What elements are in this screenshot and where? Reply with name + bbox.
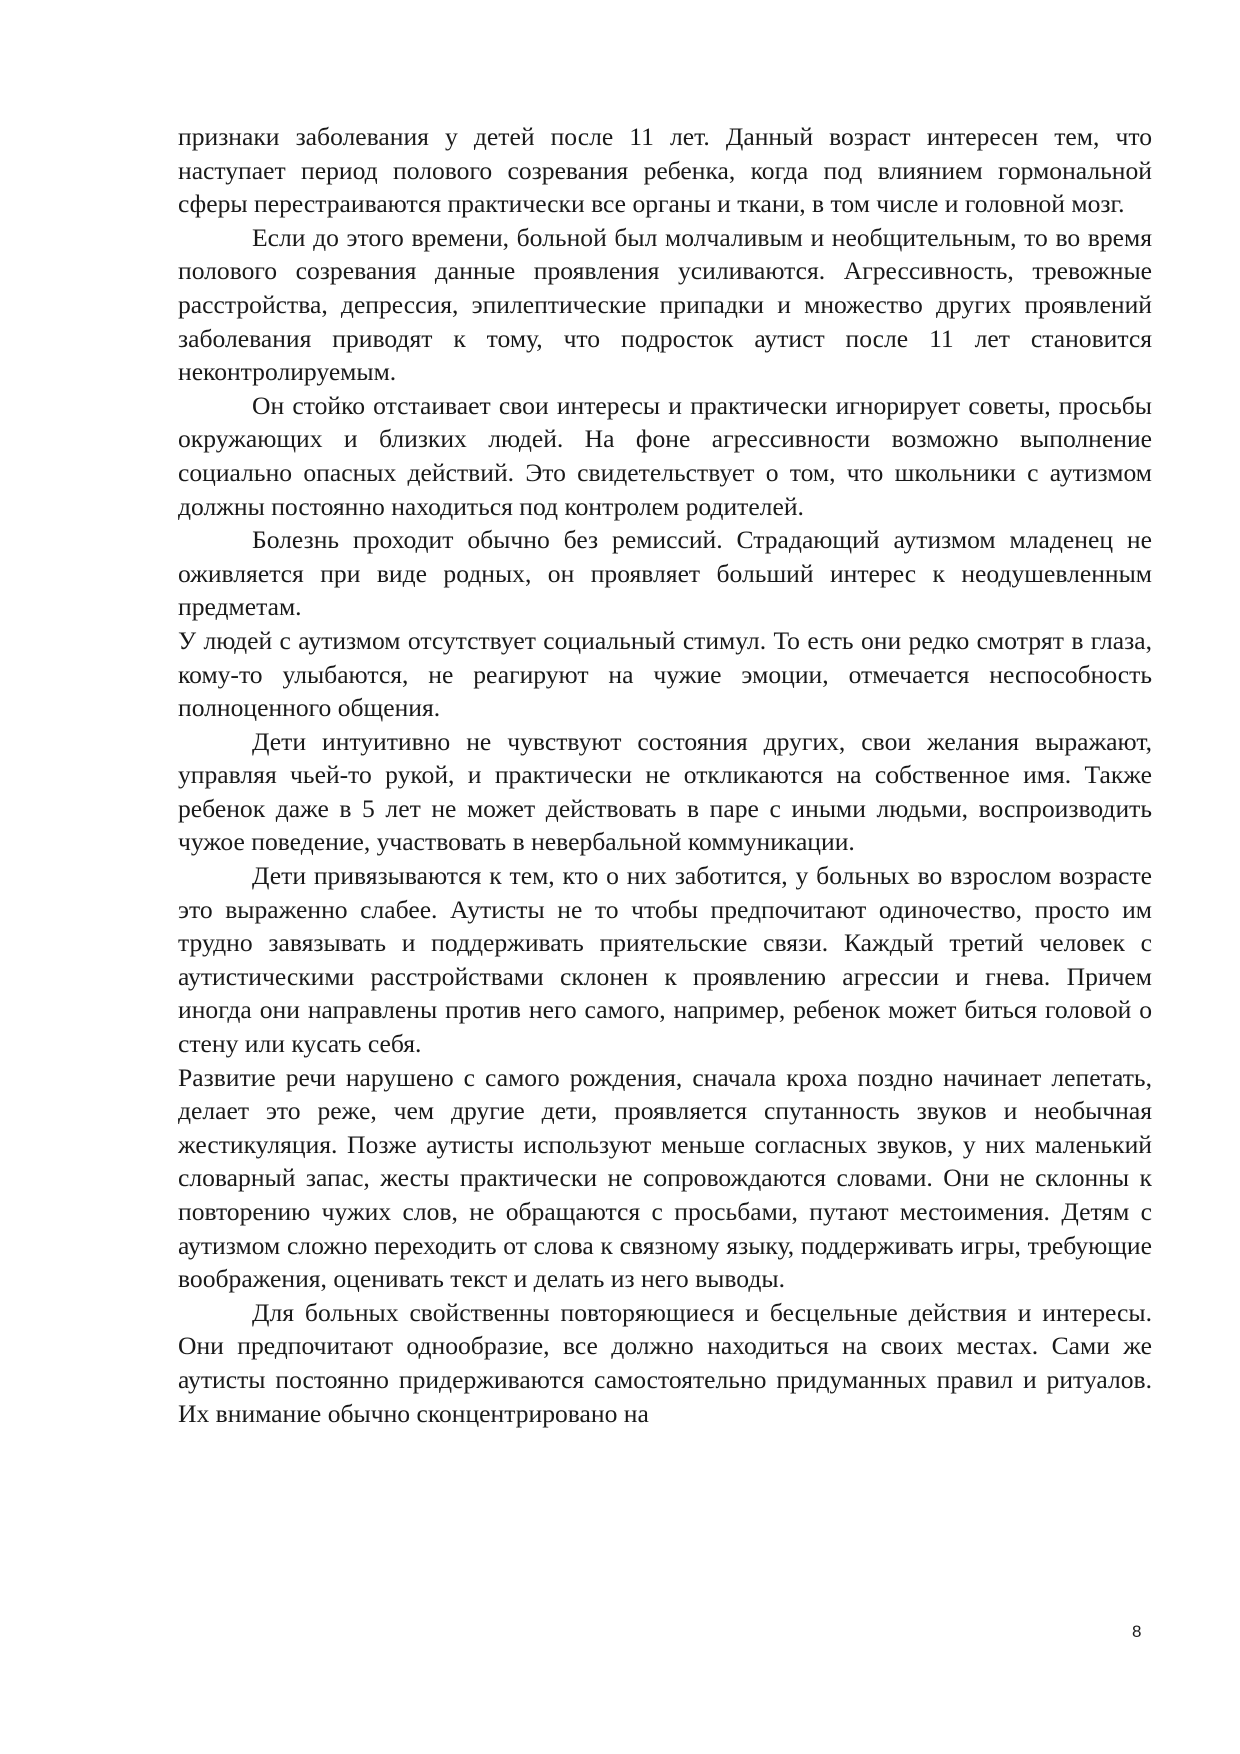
- paragraph-2: Если до этого времени, больной был молчаливым и необщительным, то во время полового созревания данные проявления усиливаются. Агрессивность, тревожные расстройства, депрессия, эпилептические припадки и множество других проявлений заболевания приводят к тому, что подросток аутист после 11 лет становится неконтролируемым.: [178, 222, 1152, 387]
- paragraph-5: У людей с аутизмом отсутствует социальный стимул. То есть они редко смотрят в глаза, кому-то улыбаются, не реагируют на чужие эмоции, отмечается неспособность полноценного общения.: [178, 625, 1152, 723]
- paragraph-9: Для больных свойственны повторяющиеся и бесцельные действия и интересы. Они предпочитают однообразие, все должно находиться на своих местах. Сами же аутисты постоянно придерживаются самостоятельно придуманных правил и ритуалов. Их внимание обычно сконцентрировано на: [178, 1297, 1152, 1428]
- paragraph-1: признаки заболевания у детей после 11 лет. Данный возраст интересен тем, что наступает период полового созревания ребенка, когда под влиянием гормональной сферы перестраиваются практически все органы и ткани, в том числе и головной мозг.: [178, 122, 1152, 219]
- paragraph-8: Развитие речи нарушено с самого рождения, сначала кроха поздно начинает лепетать, делает это реже, чем другие дети, проявляется спутанность звуков и необычная жестикуляция. Позже аутисты используют меньше согласных звуков, у них маленький словарный запас, жесты практически не сопровождаются словами. Они не склонны к повторению чужих слов, не обращаются с просьбами, путают местоимения. Детям с аутизмом сложно переходить от слова к связному языку, поддерживать игры, требующие воображения, оценивать текст и делать из него выводы.: [178, 1062, 1152, 1294]
- paragraph-4: Болезнь проходит обычно без ремиссий. Страдающий аутизмом младенец не оживляется при виде родных, он проявляет больший интерес к неодушевленным предметам.: [178, 525, 1152, 622]
- paragraph-7: Дети привязываются к тем, кто о них заботится, у больных во взрослом возрасте это выраженно слабее. Аутисты не то чтобы предпочитают одиночество, просто им трудно завязывать и поддерживать приятельские связи. Каждый третий человек с аутистическими расстройствами склонен к проявлению агрессии и гнева. Причем иногда они направлены против него самого, например, ребенок может биться головой о стену или кусать себя.: [178, 861, 1152, 1059]
- page-number: 8: [1132, 1622, 1142, 1641]
- body-text: [178, 120, 1152, 1430]
- paragraph-3: Он стойко отстаивает свои интересы и практически игнорирует советы, просьбы окружающих и близких людей. На фоне агрессивности возможно выполнение социально опасных действий. Это свидетельствует о том, что школьники с аутизмом должны постоянно находиться под контролем родителей.: [178, 390, 1152, 521]
- paragraph-6: Дети интуитивно не чувствуют состояния других, свои желания выражают, управляя чьей-то рукой, и практически не откликаются на собственное имя. Также ребенок даже в 5 лет не может действовать в паре с иными людьми, воспроизводить чужое поведение, участвовать в невербальной коммуникации.: [178, 726, 1152, 857]
